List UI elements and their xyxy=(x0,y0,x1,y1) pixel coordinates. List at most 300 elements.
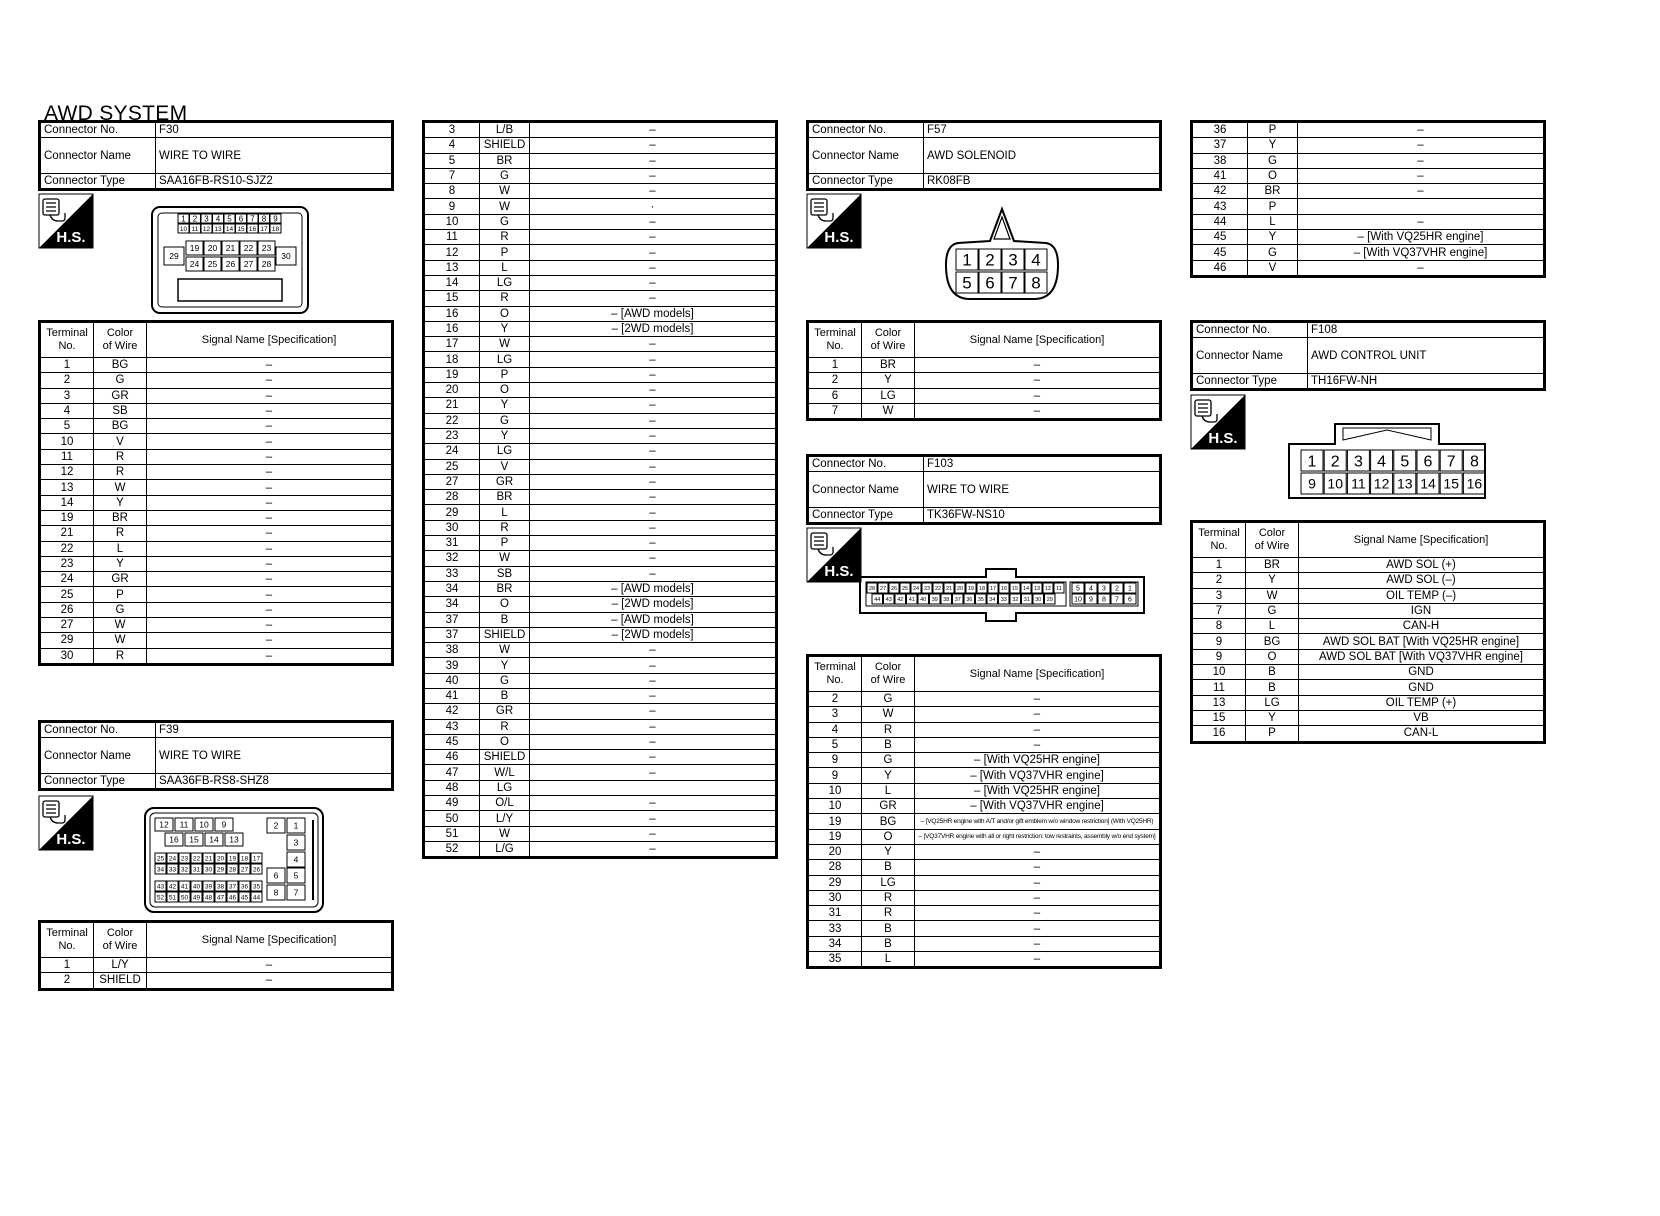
table-row xyxy=(424,536,777,551)
signal-name-cell: – xyxy=(915,921,1161,936)
signal-name-cell: – xyxy=(915,722,1161,737)
pin-label: 7 xyxy=(1446,453,1456,471)
table-row xyxy=(424,734,777,749)
pin-label: 12 xyxy=(202,225,211,233)
terminal-no-cell: 29 xyxy=(424,505,480,520)
terminal-no-cell: 41 xyxy=(424,688,480,703)
wire-color-cell: Y xyxy=(94,495,147,510)
pin-label: 50 xyxy=(180,894,189,902)
pin-label: 26 xyxy=(252,866,261,874)
terminal-no-cell: 7 xyxy=(1192,603,1246,618)
table-row xyxy=(1192,558,1545,573)
pin-label: 37 xyxy=(228,883,237,891)
pin-label: 21 xyxy=(204,855,213,863)
signal-name-cell: – xyxy=(915,403,1161,419)
wire-color-cell: G xyxy=(1248,245,1298,260)
table-row xyxy=(1192,680,1545,695)
wire-color-cell: L xyxy=(480,260,530,275)
wire-color-cell: W xyxy=(480,199,530,214)
pin-label: 31 xyxy=(192,866,201,874)
connector-no-label: Connector No. xyxy=(808,456,924,472)
wire-color-cell: B xyxy=(862,936,915,951)
pin-label: 5 xyxy=(962,273,972,293)
pin-label: 5 xyxy=(227,214,232,224)
pin-label: 52 xyxy=(156,894,165,902)
signal-name-cell: – xyxy=(147,958,393,973)
table-row xyxy=(424,765,777,780)
signal-name-cell: – xyxy=(530,260,777,275)
terminal-no-cell: 1 xyxy=(1192,558,1246,573)
wire-color-cell: G xyxy=(862,753,915,768)
table-row xyxy=(1192,260,1545,276)
terminal-no-cell: 45 xyxy=(424,734,480,749)
signal-header: Signal Name [Specification] xyxy=(1299,522,1545,558)
signal-name-cell: – xyxy=(530,383,777,398)
connector-no-value: F39 xyxy=(156,722,393,738)
table-row xyxy=(424,566,777,581)
terminal-no-cell: 22 xyxy=(40,541,94,556)
pin-label: 2 xyxy=(273,820,279,831)
wire-color-cell: G xyxy=(1248,153,1298,168)
terminal-no-cell: 1 xyxy=(40,958,94,973)
table-row xyxy=(808,799,1161,814)
pin-label: 14 xyxy=(225,225,234,233)
terminal-no-cell: 11 xyxy=(1192,680,1246,695)
wire-color-cell: P xyxy=(480,245,530,260)
terminal-no-cell: 33 xyxy=(808,921,862,936)
connector-type-label: Connector Type xyxy=(808,508,924,524)
signal-name-cell: – xyxy=(147,587,393,602)
pin-label: 7 xyxy=(250,214,255,224)
terminal-no-cell: 19 xyxy=(808,814,862,829)
terminal-no-cell: 18 xyxy=(424,352,480,367)
table-row xyxy=(424,306,777,321)
table-row xyxy=(808,814,1161,829)
signal-name-cell: – xyxy=(915,707,1161,722)
signal-name-cell: – xyxy=(147,973,393,989)
table-row xyxy=(424,520,777,535)
wire-color-cell: SHIELD xyxy=(480,750,530,765)
wire-color-cell: Y xyxy=(862,373,915,388)
pin-label: 5 xyxy=(293,870,299,881)
wire-color-cell: R xyxy=(480,230,530,245)
wire-color-cell: GR xyxy=(862,799,915,814)
table-row xyxy=(40,449,393,464)
table-row xyxy=(808,388,1161,403)
signal-name-cell: – xyxy=(530,505,777,520)
table-row xyxy=(424,245,777,260)
signal-name-cell: IGN xyxy=(1299,603,1545,618)
wire-color-cell: SHIELD xyxy=(480,627,530,642)
signal-name-cell: – xyxy=(147,465,393,480)
signal-name-cell: – xyxy=(530,536,777,551)
table-row xyxy=(1192,665,1545,680)
signal-name-cell: – xyxy=(915,373,1161,388)
table-row xyxy=(424,704,777,719)
pin-label: 45 xyxy=(240,894,249,902)
terminal-no-cell: 9 xyxy=(808,768,862,783)
terminal-no-cell: 35 xyxy=(808,952,862,968)
terminal-no-cell: 32 xyxy=(424,551,480,566)
table-row xyxy=(808,403,1161,419)
signal-name-cell: – xyxy=(147,373,393,388)
wire-color-cell: L xyxy=(94,541,147,556)
signal-name-cell: – xyxy=(530,811,777,826)
terminal-no-header: Terminal No. xyxy=(1192,522,1246,558)
terminal-no-cell: 43 xyxy=(424,719,480,734)
signal-name-cell: – xyxy=(1298,138,1545,153)
signal-name-cell: – [With VQ37VHR engine] xyxy=(1298,245,1545,260)
connector-no-value: F57 xyxy=(924,122,1161,138)
wire-color-cell: BG xyxy=(1246,634,1299,649)
table-row xyxy=(40,419,393,434)
terminal-no-cell: 24 xyxy=(424,444,480,459)
wire-color-cell: O/L xyxy=(480,796,530,811)
wire-color-cell: R xyxy=(94,465,147,480)
wire-color-cell: O xyxy=(480,734,530,749)
wire-color-cell: B xyxy=(480,612,530,627)
connector-name-value: AWD CONTROL UNIT xyxy=(1308,338,1545,374)
signal-name-cell: – xyxy=(530,337,777,352)
signal-name-cell: – xyxy=(147,358,393,373)
table-row xyxy=(424,184,777,199)
hs-label: H.S. xyxy=(56,831,86,848)
pin-label: 20 xyxy=(207,243,218,254)
pin-label: 33 xyxy=(1000,596,1007,603)
wire-color-cell: BR xyxy=(480,490,530,505)
table-row xyxy=(808,707,1161,722)
terminal-no-cell: 10 xyxy=(808,799,862,814)
signal-name-cell: – xyxy=(530,719,777,734)
signal-name-cell: – xyxy=(147,648,393,664)
terminal-no-cell: 9 xyxy=(808,753,862,768)
pin-label: 7 xyxy=(293,887,299,898)
signal-name-cell: – xyxy=(915,358,1161,373)
pin-label: 44 xyxy=(252,894,261,902)
terminal-no-cell: 28 xyxy=(808,860,862,875)
pin-label: 23 xyxy=(180,855,189,863)
signal-name-cell: – xyxy=(530,245,777,260)
signal-name-cell: – xyxy=(915,737,1161,752)
pin-label: 1 xyxy=(1128,585,1132,593)
table-row xyxy=(808,358,1161,373)
pin-label: 6 xyxy=(1128,596,1132,604)
signal-name-cell: – xyxy=(147,556,393,571)
wire-color-cell: B xyxy=(1246,680,1299,695)
pin-label: 12 xyxy=(1373,475,1390,492)
wire-color-cell: Y xyxy=(862,768,915,783)
signal-name-cell: – xyxy=(915,860,1161,875)
terminal-no-cell: 1 xyxy=(40,358,94,373)
signal-name-cell: – xyxy=(530,153,777,168)
terminal-no-cell: 1 xyxy=(808,358,862,373)
wire-color-cell: LG xyxy=(480,444,530,459)
signal-name-cell: GND xyxy=(1299,680,1545,695)
pin-label: 47 xyxy=(216,894,225,902)
wire-color-cell: R xyxy=(94,648,147,664)
signal-name-cell: – [With VQ37VHR engine] xyxy=(915,768,1161,783)
terminal-no-cell: 8 xyxy=(1192,619,1246,634)
signal-name-cell xyxy=(530,780,777,795)
terminal-no-cell: 45 xyxy=(1192,245,1248,260)
signal-name-cell: – xyxy=(530,291,777,306)
table-row xyxy=(424,168,777,183)
terminal-no-cell: 14 xyxy=(424,275,480,290)
terminal-no-cell: 29 xyxy=(40,633,94,648)
wire-color-cell: P xyxy=(1248,122,1298,138)
table-row xyxy=(424,383,777,398)
pin-label: 15 xyxy=(237,225,245,233)
wire-color-cell: Y xyxy=(480,428,530,443)
pin-label: 2 xyxy=(192,214,198,224)
connector-name-label: Connector Name xyxy=(40,738,156,774)
wire-color-cell: SB xyxy=(480,566,530,581)
signal-name-cell: – xyxy=(530,275,777,290)
f39-connector-info xyxy=(38,720,394,791)
wire-color-cell: Y xyxy=(1248,138,1298,153)
pin-label: 14 xyxy=(1022,585,1030,592)
table-row xyxy=(424,826,777,841)
table-row xyxy=(424,260,777,275)
signal-name-cell: – xyxy=(530,826,777,841)
table-row xyxy=(40,602,393,617)
f39-connector-face xyxy=(143,806,325,914)
terminal-no-cell: 25 xyxy=(40,587,94,602)
signal-name-cell: – xyxy=(530,704,777,719)
terminal-no-cell: 25 xyxy=(424,459,480,474)
f39-terminal-table-b xyxy=(422,120,778,859)
connector-type-label: Connector Type xyxy=(40,774,156,790)
signal-name-cell: – [2WD models] xyxy=(530,321,777,336)
pin-label: 34 xyxy=(989,596,996,603)
wire-color-cell: B xyxy=(862,921,915,936)
terminal-no-cell: 3 xyxy=(40,388,94,403)
signal-name-cell: CAN-H xyxy=(1299,619,1545,634)
table-row xyxy=(424,199,777,214)
pin-label: 16 xyxy=(248,225,257,233)
signal-name-cell: – xyxy=(147,495,393,510)
terminal-no-cell: 10 xyxy=(424,214,480,229)
wire-color-cell: BR xyxy=(94,510,147,525)
wire-color-cell: LG xyxy=(862,875,915,890)
terminal-no-header: Terminal No. xyxy=(808,322,862,358)
wire-color-cell: O xyxy=(1248,168,1298,183)
wire-color-cell: GR xyxy=(94,388,147,403)
pin-label: 12 xyxy=(159,819,169,830)
table-row xyxy=(1192,184,1545,199)
pin-label: 23 xyxy=(261,243,272,254)
wire-color-cell: SHIELD xyxy=(480,138,530,153)
signal-name-cell: – xyxy=(530,138,777,153)
signal-name-cell: AWD SOL (+) xyxy=(1299,558,1545,573)
connector-type-label: Connector Type xyxy=(808,174,924,190)
signal-name-cell: – xyxy=(530,474,777,489)
wire-color-cell: G xyxy=(480,214,530,229)
terminal-no-cell: 51 xyxy=(424,826,480,841)
wire-color-cell: R xyxy=(862,906,915,921)
terminal-no-cell: 24 xyxy=(40,572,94,587)
pin-label: 3 xyxy=(1102,585,1106,593)
signal-name-cell: – xyxy=(530,750,777,765)
terminal-no-cell: 33 xyxy=(424,566,480,581)
terminal-no-cell: 11 xyxy=(40,449,94,464)
pin-label: 26 xyxy=(890,585,898,592)
signal-name-cell: – xyxy=(147,403,393,418)
wire-color-cell: O xyxy=(1246,649,1299,664)
terminal-no-cell: 36 xyxy=(1192,122,1248,138)
pin-label: 4 xyxy=(1377,453,1387,471)
pin-label: 28 xyxy=(228,866,237,874)
signal-name-cell: – [2WD models] xyxy=(530,627,777,642)
wire-color-cell: W xyxy=(480,184,530,199)
signal-name-cell: – xyxy=(530,643,777,658)
f108-connector-face xyxy=(1287,420,1487,502)
terminal-no-cell: 31 xyxy=(808,906,862,921)
hs-icon xyxy=(38,795,94,851)
table-row xyxy=(40,973,393,989)
wire-color-cell: BG xyxy=(862,814,915,829)
pin-label: 3 xyxy=(293,837,299,848)
pin-label: 10 xyxy=(1327,475,1343,492)
wire-color-cell: L xyxy=(862,783,915,798)
terminal-no-cell: 8 xyxy=(424,184,480,199)
pin-label: 8 xyxy=(273,887,279,898)
connector-type-value: SAA36FB-RS8-SHZ8 xyxy=(156,774,393,790)
signal-name-cell: – xyxy=(1298,184,1545,199)
wire-color-cell: B xyxy=(1246,665,1299,680)
table-row xyxy=(1192,634,1545,649)
pin-label: 36 xyxy=(966,596,973,603)
pin-label: 14 xyxy=(209,834,219,845)
pin-label: 9 xyxy=(273,214,278,224)
pin-label: 16 xyxy=(1000,585,1008,592)
wire-color-cell: BR xyxy=(1248,184,1298,199)
signal-name-cell: – xyxy=(1298,122,1545,138)
terminal-no-cell: 2 xyxy=(40,973,94,989)
table-row xyxy=(424,413,777,428)
pin-label: 17 xyxy=(989,585,997,592)
table-row xyxy=(424,688,777,703)
pin-label: 11 xyxy=(1056,585,1062,592)
terminal-no-cell: 13 xyxy=(424,260,480,275)
signal-name-cell: VB xyxy=(1299,710,1545,725)
terminal-no-cell: 7 xyxy=(808,403,862,419)
signal-name-cell: – xyxy=(530,734,777,749)
signal-name-cell: – xyxy=(915,388,1161,403)
terminal-no-cell: 20 xyxy=(808,844,862,859)
pin-label: 27 xyxy=(243,259,254,270)
wire-color-cell: O xyxy=(480,597,530,612)
table-row xyxy=(1192,649,1545,664)
table-row xyxy=(424,214,777,229)
wire-color-cell: L xyxy=(1248,214,1298,229)
terminal-no-cell: 2 xyxy=(1192,573,1246,588)
signal-name-cell: GND xyxy=(1299,665,1545,680)
wire-color-cell: G xyxy=(480,413,530,428)
terminal-no-cell: 37 xyxy=(424,627,480,642)
table-row xyxy=(424,658,777,673)
wire-color-cell: W xyxy=(94,633,147,648)
pin-label: 28 xyxy=(261,259,272,270)
pin-label: 19 xyxy=(967,585,975,592)
pin-label: 29 xyxy=(216,866,225,874)
wire-color-cell: BR xyxy=(480,153,530,168)
pin-label: 8 xyxy=(1102,596,1106,604)
table-row xyxy=(424,627,777,642)
f57-connector-face xyxy=(940,205,1064,305)
pin-label: 25 xyxy=(156,855,165,863)
signal-name-cell: – xyxy=(530,214,777,229)
pin-label: 46 xyxy=(228,894,237,902)
table-row xyxy=(808,906,1161,921)
terminal-no-cell: 44 xyxy=(1192,214,1248,229)
pin-label: 43 xyxy=(885,596,892,603)
signal-name-cell: – xyxy=(530,184,777,199)
pin-label: 42 xyxy=(168,883,177,891)
terminal-no-cell: 38 xyxy=(1192,153,1248,168)
pin-label: 3 xyxy=(204,214,209,224)
table-row xyxy=(424,841,777,857)
pin-label: 2 xyxy=(985,250,995,270)
terminal-no-cell: 3 xyxy=(424,122,480,138)
hs-label: H.S. xyxy=(824,563,854,580)
terminal-no-cell: 4 xyxy=(40,403,94,418)
wire-color-cell: W xyxy=(480,551,530,566)
table-row xyxy=(40,510,393,525)
wire-color-cell: L xyxy=(480,505,530,520)
terminal-no-cell: 10 xyxy=(808,783,862,798)
terminal-no-header: Terminal No. xyxy=(808,656,862,692)
pin-label: 22 xyxy=(934,585,942,592)
pin-label: 19 xyxy=(189,243,200,254)
table-row xyxy=(808,373,1161,388)
terminal-no-cell: 10 xyxy=(40,434,94,449)
table-row xyxy=(40,388,393,403)
pin-label: 48 xyxy=(204,894,213,902)
terminal-no-cell: 34 xyxy=(424,597,480,612)
wire-color-cell: B xyxy=(862,860,915,875)
signal-name-cell: – xyxy=(530,459,777,474)
hs-icon xyxy=(806,527,862,583)
signal-name-cell: – xyxy=(530,658,777,673)
signal-name-cell: – xyxy=(530,230,777,245)
pin-label: 6 xyxy=(985,273,995,293)
signal-name-cell: – xyxy=(530,688,777,703)
terminal-no-cell: 22 xyxy=(424,413,480,428)
connector-no-label: Connector No. xyxy=(808,122,924,138)
pin-label: 23 xyxy=(923,585,931,592)
table-row xyxy=(424,291,777,306)
pin-label: 29 xyxy=(1046,596,1053,603)
signal-name-cell: – [AWD models] xyxy=(530,581,777,596)
wire-color-cell: LG xyxy=(862,388,915,403)
table-row xyxy=(424,811,777,826)
table-row xyxy=(40,572,393,587)
signal-name-cell: – xyxy=(915,844,1161,859)
wire-color-cell: W xyxy=(480,643,530,658)
signal-name-cell: – [AWD models] xyxy=(530,612,777,627)
table-row xyxy=(1192,603,1545,618)
pin-label: 43 xyxy=(156,883,165,891)
pin-label: 1 xyxy=(1307,453,1317,471)
table-row xyxy=(40,541,393,556)
wire-color-cell: L/Y xyxy=(94,958,147,973)
terminal-no-cell: 49 xyxy=(424,796,480,811)
signal-name-cell: – xyxy=(147,510,393,525)
signal-name-cell: – xyxy=(915,952,1161,968)
terminal-no-cell: 7 xyxy=(424,168,480,183)
terminal-no-cell: 15 xyxy=(424,291,480,306)
